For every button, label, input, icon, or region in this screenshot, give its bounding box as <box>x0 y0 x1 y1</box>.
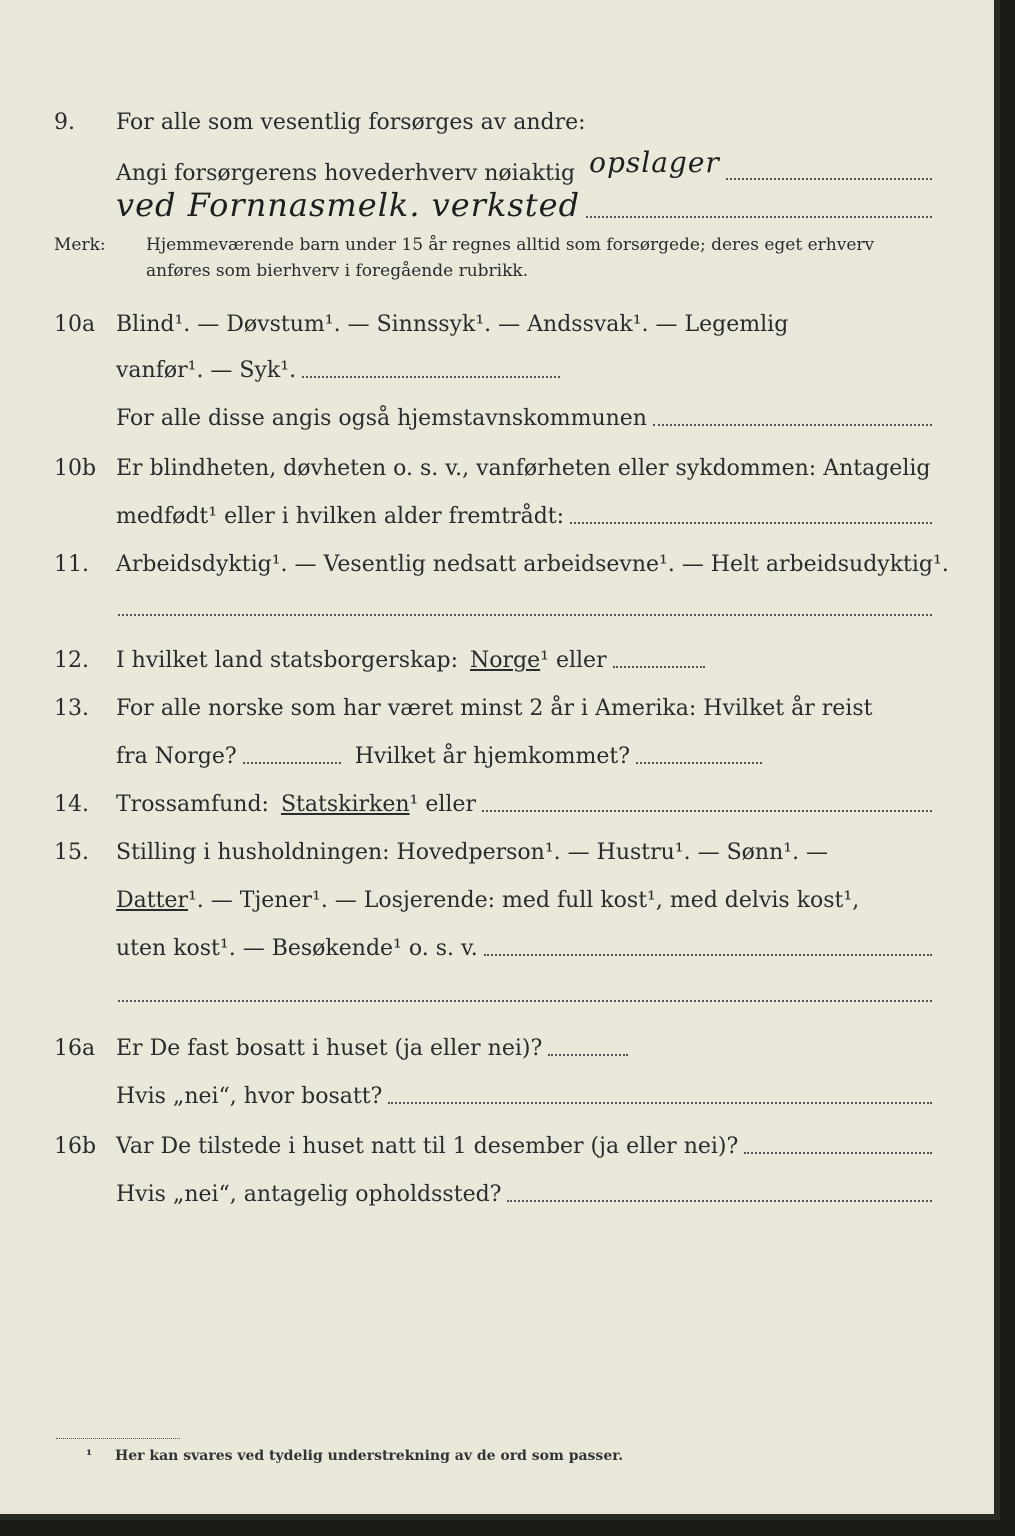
q16b-stay-field[interactable] <box>507 1188 932 1202</box>
q15-line3 <box>116 934 932 964</box>
q13-return-field[interactable] <box>636 750 762 764</box>
q12-line1 <box>116 646 932 676</box>
q13-left-field[interactable] <box>243 750 341 764</box>
q9-question: For alle som vesentlig forsørges av andre: <box>116 110 586 135</box>
q9-provider-field-cont[interactable] <box>586 204 932 218</box>
q13-left-label: fra Norge? <box>116 744 237 769</box>
q15-option-datter[interactable]: Datter <box>116 888 188 913</box>
q12-option-eller: ¹ eller <box>540 648 607 673</box>
q16a-line2 <box>116 1082 932 1112</box>
q14-line1 <box>116 790 932 820</box>
q16a-where-field[interactable] <box>388 1090 932 1104</box>
q15-number: 15. <box>54 840 89 865</box>
q12-field[interactable] <box>613 654 705 668</box>
footnote-text: Her kan svares ved tydelig understrekning av de ord som passer. <box>115 1448 624 1464</box>
q15-field[interactable] <box>484 942 932 956</box>
q11-field[interactable] <box>118 614 932 616</box>
q10b-number: 10b <box>54 456 97 481</box>
q9-line2 <box>116 146 932 189</box>
q10b-line2 <box>116 502 932 532</box>
q16a-field[interactable] <box>548 1042 628 1056</box>
q10a-hometown-field[interactable] <box>653 412 932 426</box>
q16b-line2 <box>116 1180 932 1210</box>
footnote-rule <box>56 1438 180 1439</box>
q10a-question-cont: vanfør¹. — Syk¹. <box>116 358 297 383</box>
q9-provider-answer-cont[interactable]: ved Fornnasmelk. verksted <box>116 186 581 224</box>
q11-line1 <box>116 550 949 580</box>
q11-number: 11. <box>54 552 89 577</box>
q10a-question: Blind¹. — Døvstum¹. — Sinnssyk¹. — Andssvak¹. — Legemlig <box>116 312 789 337</box>
q15-line2 <box>116 886 932 916</box>
q16b-field[interactable] <box>744 1140 932 1154</box>
q9-line1 <box>116 108 932 138</box>
q10a-field[interactable] <box>302 364 560 378</box>
q16b-number: 16b <box>54 1134 97 1159</box>
q13-line1 <box>116 694 932 724</box>
q13-question: For alle norske som har været minst 2 år i Amerika: Hvilket år reist <box>116 696 873 721</box>
q12-question: I hvilket land statsborgerskap: <box>116 648 459 673</box>
q10b-question: Er blindheten, døvheten o. s. v., vanførheten eller sykdommen: Antagelig <box>116 456 931 481</box>
q16a-where-label: Hvis „nei“, hvor bosatt? <box>116 1084 383 1109</box>
q10a-number: 10a <box>54 312 96 337</box>
footnote <box>86 1448 623 1464</box>
q9-number: 9. <box>54 110 75 135</box>
q14-number: 14. <box>54 792 89 817</box>
q14-option-eller: ¹ eller <box>409 792 476 817</box>
q14-question: Trossamfund: <box>116 792 269 817</box>
q9-provider-field[interactable] <box>726 166 932 180</box>
footnote-mark: ¹ <box>86 1448 93 1464</box>
q10a-line2 <box>116 356 932 386</box>
q16b-line1 <box>116 1132 932 1162</box>
q16b-stay-label: Hvis „nei“, antagelig opholdssted? <box>116 1182 502 1207</box>
q13-line2 <box>116 742 932 772</box>
q15-question: Stilling i husholdningen: Hovedperson¹. — Hustru¹. — Sønn¹. — <box>116 840 829 865</box>
q14-field[interactable] <box>482 798 932 812</box>
q10a-hometown-label: For alle disse angis også hjemstavnskommunen <box>116 406 647 431</box>
q9-line3 <box>116 186 932 226</box>
q13-return-label: Hvilket år hjemkommet? <box>354 744 631 769</box>
q9-provider-label: Angi forsørgerens hovederhverv nøiaktig <box>116 161 576 186</box>
q12-number: 12. <box>54 648 89 673</box>
q14-option-statskirken[interactable]: Statskirken <box>280 792 410 817</box>
q16b-question: Var De tilstede i huset natt til 1 desember (ja eller nei)? <box>116 1134 739 1159</box>
q13-number: 13. <box>54 696 89 721</box>
q15-options-cont: ¹. — Tjener¹. — Losjerende: med full kost¹, med delvis kost¹, <box>187 888 860 913</box>
q16a-line1 <box>116 1034 932 1064</box>
q10a-line1 <box>116 310 932 340</box>
merk-label: Merk: <box>54 235 106 255</box>
merk-text: Hjemmeværende barn under 15 år regnes alltid som forsørgede; deres eget erhverv anføres som bierhverv i foregående rubrikk. <box>146 235 875 281</box>
q16a-number: 16a <box>54 1036 96 1061</box>
q11-question: Arbeidsdyktig¹. — Vesentlig nedsatt arbeidsevne¹. — Helt arbeidsudyktig¹. <box>116 552 949 577</box>
q10b-line1 <box>116 454 932 484</box>
q12-option-norge[interactable]: Norge <box>470 648 541 673</box>
q10b-question-cont: medfødt¹ eller i hvilken alder fremtrådt: <box>116 504 565 529</box>
q10a-line3 <box>116 404 932 434</box>
q9-provider-answer[interactable]: opslager <box>589 146 720 179</box>
q10b-field[interactable] <box>570 510 932 524</box>
q15-field-extra[interactable] <box>118 1000 932 1002</box>
q15-options-end: uten kost¹. — Besøkende¹ o. s. v. <box>116 936 478 961</box>
q16a-question: Er De fast bosatt i huset (ja eller nei)? <box>116 1036 543 1061</box>
q15-line1 <box>116 838 932 868</box>
